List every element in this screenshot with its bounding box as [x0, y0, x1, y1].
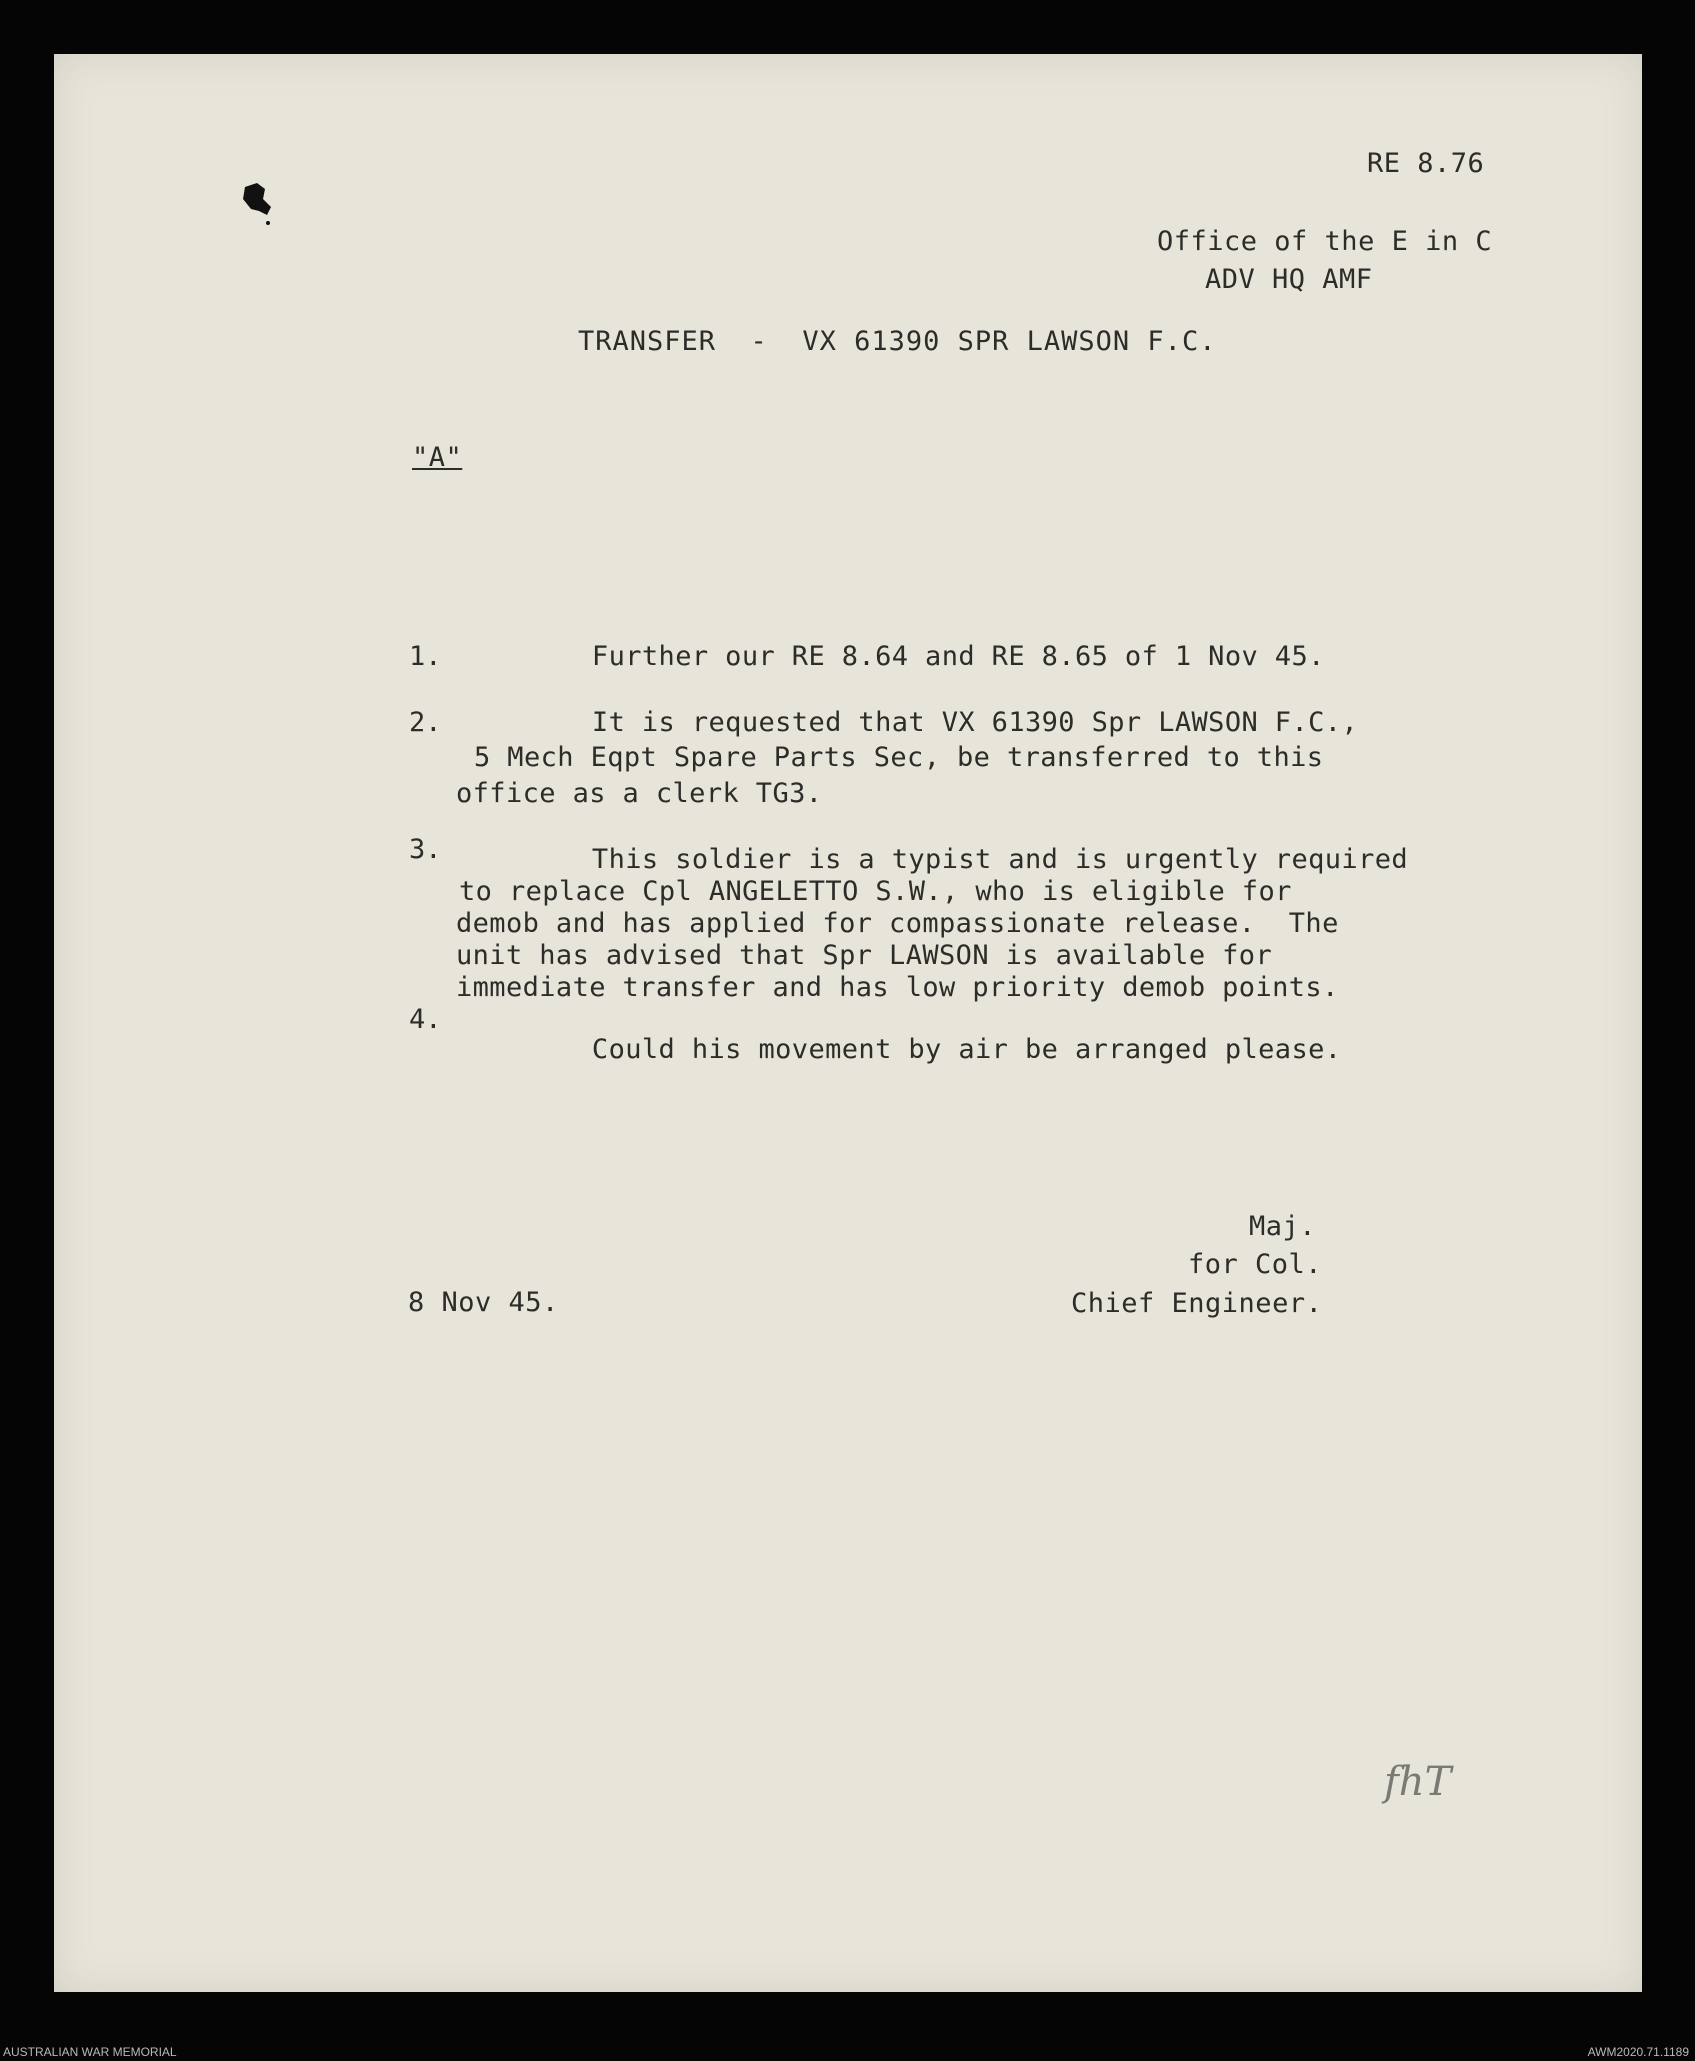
- document-date: 8 Nov 45.: [408, 1287, 559, 1318]
- office-line-1: Office of the E in C: [1157, 226, 1493, 257]
- punch-hole-mark: [237, 181, 283, 235]
- paragraph-line: demob and has applied for compassionate release. The: [456, 908, 1339, 939]
- document-page: [54, 54, 1642, 1992]
- document-subject: TRANSFER - VX 61390 SPR LAWSON F.C.: [578, 326, 1217, 357]
- footer-catalog-id: AWM2020.71.1189: [1587, 2045, 1689, 2059]
- paragraph-line: It is requested that VX 61390 Spr LAWSON F.C.,: [492, 707, 1359, 738]
- signature-rank: Maj.: [1249, 1211, 1317, 1242]
- paragraph-line: to replace Cpl ANGELETTO S.W., who is eligible for: [459, 876, 1292, 907]
- paragraph-number: 1.: [409, 641, 442, 672]
- handwritten-mark: fhT: [1384, 1759, 1452, 1805]
- office-line-2: ADV HQ AMF: [1205, 264, 1373, 295]
- paragraph-line: Further our RE 8.64 and RE 8.65 of 1 Nov 45.: [492, 641, 1325, 672]
- paragraph-line: unit has advised that Spr LAWSON is available for: [456, 940, 1273, 971]
- paragraph-number: 3.: [409, 834, 442, 865]
- signature-for-line: for Col.: [1188, 1249, 1323, 1280]
- paragraph-number: 4.: [409, 1004, 442, 1035]
- paragraph-line: Could his movement by air be arranged please.: [492, 1034, 1342, 1065]
- signature-title: Chief Engineer.: [1071, 1288, 1323, 1319]
- annex-label: "A": [412, 442, 463, 473]
- paragraph-line: 5 Mech Eqpt Spare Parts Sec, be transferred to this: [474, 742, 1324, 773]
- paragraph-number: 2.: [409, 707, 442, 738]
- paragraph-line: office as a clerk TG3.: [456, 778, 823, 809]
- document-reference: RE 8.76: [1367, 148, 1485, 179]
- footer-institution: AUSTRALIAN WAR MEMORIAL: [3, 2045, 177, 2059]
- paragraph-line: immediate transfer and has low priority demob points.: [456, 972, 1339, 1003]
- paragraph-line: This soldier is a typist and is urgently required: [492, 844, 1409, 875]
